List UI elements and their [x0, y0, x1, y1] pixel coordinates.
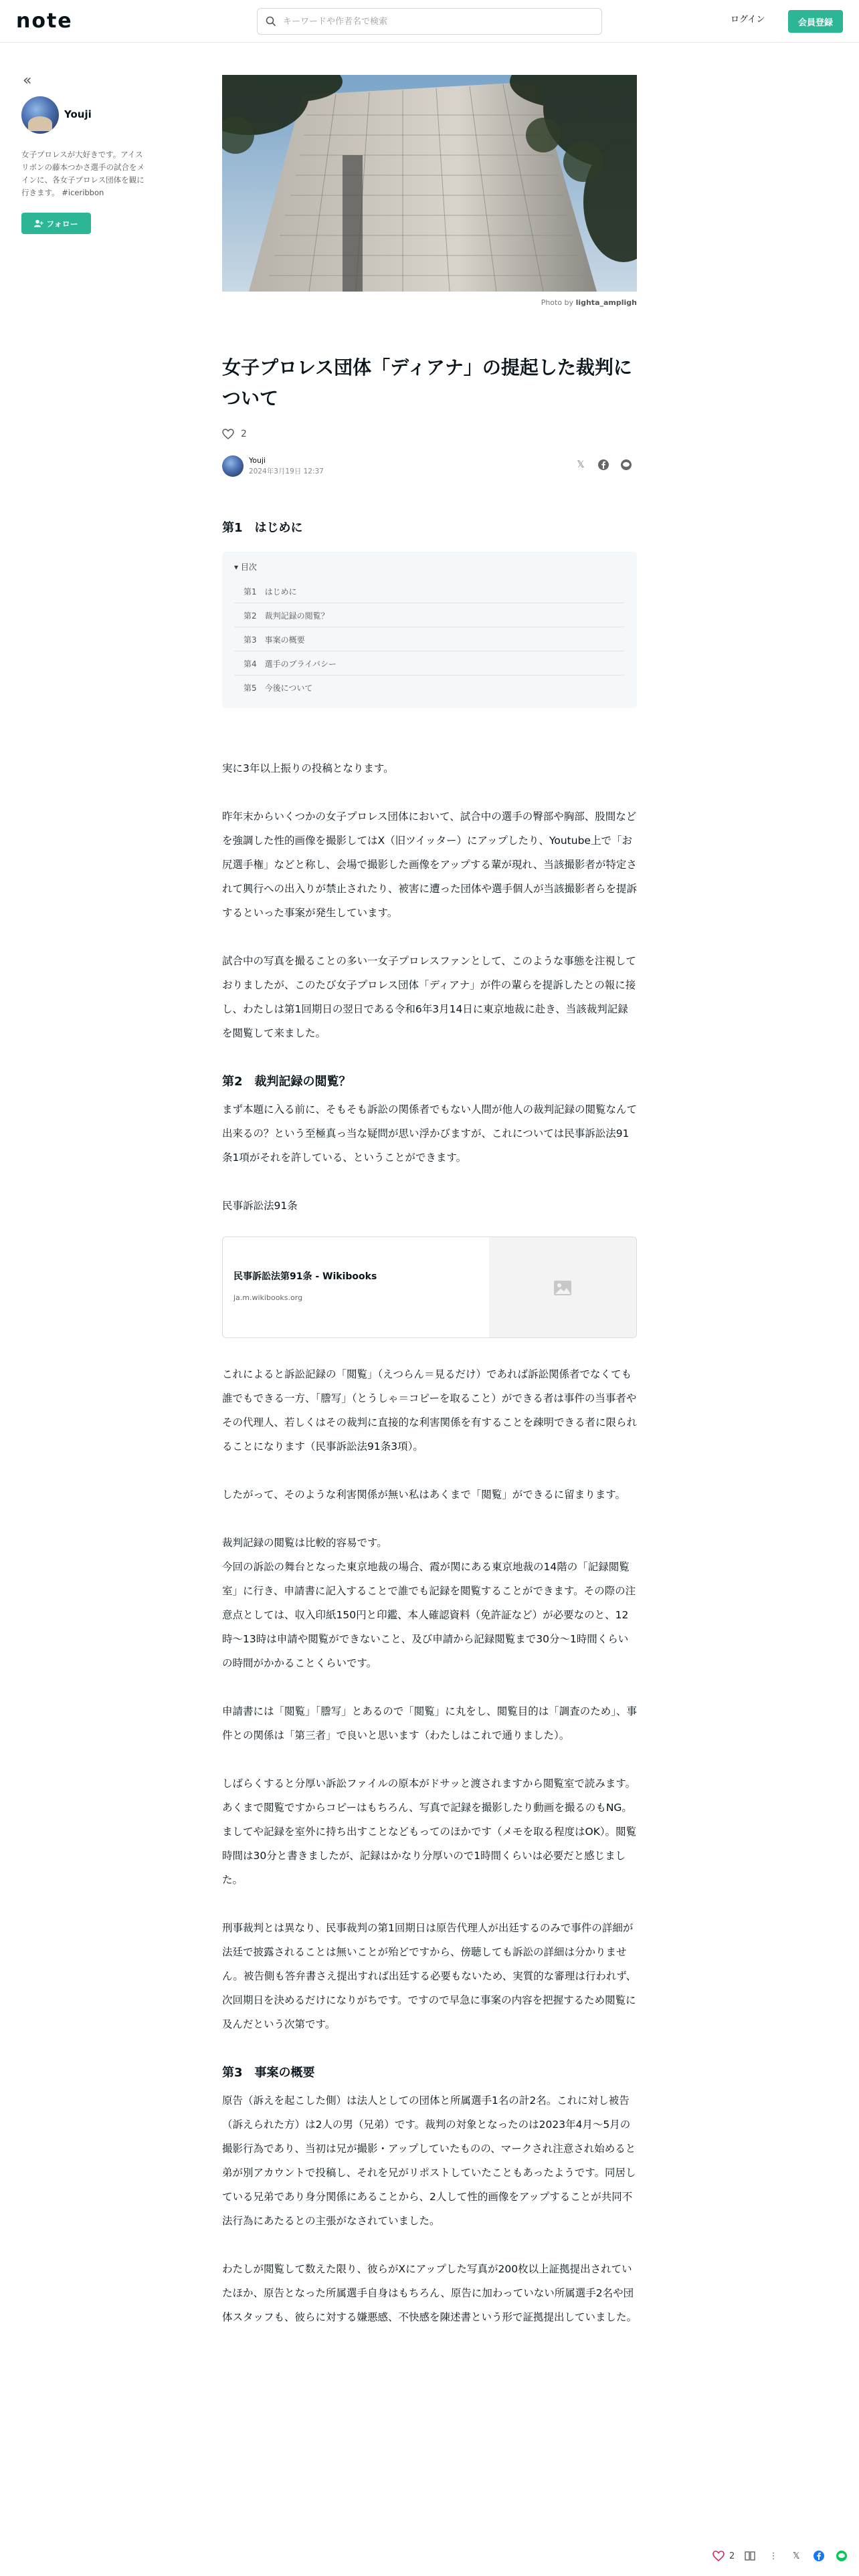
- sidebar-author-name[interactable]: Youji: [64, 108, 92, 120]
- link-card-title: 民事訴訟法第91条 - Wikibooks: [233, 1271, 377, 1282]
- add-user-icon: [34, 219, 43, 227]
- like-count[interactable]: 2: [241, 429, 247, 439]
- facebook-share-icon[interactable]: [597, 458, 610, 471]
- line-share-icon[interactable]: [619, 458, 633, 471]
- hero-image: [222, 75, 637, 292]
- paragraph: 原告（訴えを起こした側）は法人としての団体と所属選手1名の計2名。これに対し被告（訴えられた方）は2人の男（兄弟）です。裁判の対象となったのは2023年4月〜5月の撮影行為であり、当初は兄が撮影・アップしていたものの、マークされ注意され始めると弟が別アカウントで投稿し、それを兄がリポストしていたこともあったようです。同居している兄弟であり身分関係にあることから、2人して性的画像をアップすることが共同不法行為にあたるとの主張がなされていました。: [222, 2095, 636, 2227]
- note-logo[interactable]: note: [16, 9, 73, 33]
- author-mini-avatar[interactable]: [222, 455, 244, 477]
- author-meta: [249, 455, 324, 477]
- paragraph: 実に3年以上振りの投稿となります。: [222, 762, 394, 774]
- paragraph: 試合中の写真を撮ることの多い一女子プロレスファンとして、このような事態を注視しておりましたが、このたび女子プロレス団体「ディアナ」が件の輩らを提訴したとの報に接し、わたしは第1回期日の翌日である令和6年3月14日に東京地裁に赴き、当該裁判記録を閲覧して来ました。: [222, 955, 636, 1039]
- x-share-icon[interactable]: 𝕏: [577, 459, 585, 470]
- paragraph: 申請書には「閲覧」「謄写」とあるので「閲覧」に丸をし、閲覧目的は「調査のため」、事件との関係は「第三者」で良いと思います（わたしはこれで通りました）。: [222, 1705, 638, 1741]
- like-area: [222, 429, 637, 439]
- float-x-share-icon[interactable]: 𝕏: [793, 2551, 800, 2561]
- building-photo: [222, 75, 637, 292]
- section-heading-3: 第3 事案の概要: [222, 2066, 315, 2080]
- float-like-count[interactable]: 2: [729, 2551, 735, 2561]
- article: [222, 75, 637, 2329]
- article-title: 女子プロレス団体「ディアナ」の提起した裁判について: [222, 356, 632, 409]
- toc-item[interactable]: 第1 はじめに: [234, 579, 625, 603]
- paragraph: 昨年末からいくつかの女子プロレス団体において、試合中の選手の臀部や胸部、股間などを強調した性的画像を撮影してはX（旧ツイッター）にアップしたり、Youtube上で「お尻選手権」などと称し、会場で撮影した画像をアップする輩が現れ、当該撮影者が特定されて興行への出入りが禁止されたり、被害に遭った団体や選手個人が当該撮影者らを提訴するといった事案が発生しています。: [222, 811, 638, 919]
- magazine-add-icon[interactable]: [744, 2549, 757, 2563]
- paragraph: したがって、そのような利害関係が無い私はあくまで「閲覧」ができるに留まります。: [222, 1489, 626, 1501]
- search-icon: [266, 16, 276, 27]
- link-card[interactable]: [222, 1237, 637, 1338]
- toc-header[interactable]: [234, 561, 625, 572]
- float-facebook-share-icon[interactable]: [812, 2549, 826, 2563]
- paragraph: まず本題に入る前に、そもそも訴訟の関係者でもない人間が他人の裁判記録の閲覧なんて出来るの？という至極真っ当な疑問が思い浮かびますが、これについては民事訴訟法91条1項がそれを許している、ということができます。: [222, 1103, 638, 1164]
- table-of-contents: [222, 552, 637, 708]
- publish-date: 2024年3月19日 12:37: [249, 467, 324, 475]
- site-header: [0, 0, 859, 43]
- search-input[interactable]: [283, 17, 601, 27]
- login-link[interactable]: ログイン: [731, 15, 765, 25]
- author-row: [222, 454, 637, 478]
- toc-label: 目次: [240, 562, 257, 572]
- heart-icon[interactable]: [222, 429, 234, 439]
- toc-item[interactable]: 第3 事案の概要: [234, 627, 625, 651]
- photo-credit-prefix: Photo by: [541, 298, 576, 307]
- author-name[interactable]: Youji: [249, 456, 266, 465]
- signup-button[interactable]: 会員登録: [788, 10, 843, 33]
- photo-credit: [222, 298, 637, 307]
- section-heading-2: 第2 裁判記録の閲覧？: [222, 1075, 351, 1089]
- paragraph: これによると訴訟記録の「閲覧」（えつらん＝見るだけ）であれば訴訟関係者でなくても誰でもできる一方、「謄写」（とうしゃ＝コピーを取ること）ができる者は事件の当事者やその代理人、若しくはその裁判に直接的な利害関係を有することを疎明できる者に限られることになります（民事訴訟法91条3項）。: [222, 1368, 638, 1453]
- paragraph: 刑事裁判とは異なり、民事裁判の第1回期日は原告代理人が出廷するのみで事件の詳細が法廷で披露されることは無いことが殆どですから、傍聴しても訴訟の詳細は分かりません。被告側も答弁書さえ提出すれば出廷する必要もないため、実質的な審理は行われず、次回期日を決めるだけになりがちです。ですので早急に事案の内容を把握するため閲覧に及んだという次第です。: [222, 1922, 637, 2030]
- follow-label: フォロー: [46, 219, 78, 229]
- paragraph: 今回の訴訟の舞台となった東京地裁の場合、霞が関にある東京地裁の14階の「記録閲覧室」に行き、申請書に記入することで誰でも記録を閲覧することができます。その際の注意点としては、収入印紙150円と印鑑、本人確認資料（免許証など）が必要なのと、12時〜13時は申請や閲覧ができないこと、及び申請から記録閲覧まで30分〜1時間くらいの時間がかかることくらいです。: [222, 1561, 636, 1669]
- paragraph: 民事訴訟法91条: [222, 1200, 298, 1212]
- photo-credit-name[interactable]: lighta_ampligh: [575, 298, 637, 307]
- search-box[interactable]: [257, 8, 602, 35]
- collapse-sidebar-icon[interactable]: «: [23, 72, 32, 89]
- follow-button[interactable]: [21, 213, 91, 234]
- toc-item[interactable]: 第5 今後について: [244, 683, 313, 693]
- float-heart-icon[interactable]: [712, 2549, 725, 2563]
- link-card-thumbnail: [489, 1237, 636, 1338]
- share-icons: [574, 458, 633, 471]
- float-line-share-icon[interactable]: [835, 2549, 848, 2563]
- author-avatar[interactable]: [21, 96, 59, 134]
- more-options-icon[interactable]: ⋮: [769, 2551, 778, 2561]
- paragraph: しばらくすると分厚い訴訟ファイルの原本がドサッと渡されますから閲覧室で読みます。あくまで閲覧ですからコピーはもちろん、写真で記録を撮影したり動画を撮るのもNG。ましてや記録を室外に持ち出すことなどもってのほかです（メモを取る程度はOK）。閲覧時間は30分と書きましたが、記録はかなり分厚いので1時間くらいは必要だと感じました。: [222, 1778, 637, 1886]
- image-placeholder-icon: [553, 1278, 573, 1298]
- link-card-url: ja.m.wikibooks.org: [233, 1293, 303, 1302]
- toc-item[interactable]: 第4 選手のプライバシー: [234, 651, 625, 675]
- toc-caret-icon: ▾: [234, 562, 241, 572]
- paragraph: 裁判記録の閲覧は比較的容易です。: [222, 1537, 387, 1549]
- floating-action-bar: [712, 2549, 848, 2563]
- sidebar-author-description: 女子プロレスが大好きです。アイスリボンの藤本つかさ選手の試合をメインに、各女子プロレス団体を観に行きます。 #iceribbon: [21, 150, 145, 197]
- toc-item[interactable]: 第2 裁判記録の閲覧？: [234, 603, 625, 627]
- section-heading-1: 第1 はじめに: [222, 521, 303, 535]
- paragraph: わたしが閲覧して数えた限り、彼らがXにアップした写真が200枚以上証拠提出されていたほか、原告となった所属選手自身はもちろん、原告に加わっていない所属選手2名や団体スタッフも、彼らに対する嫌悪感、不快感を陳述書という形で証拠提出していました。: [222, 2263, 638, 2323]
